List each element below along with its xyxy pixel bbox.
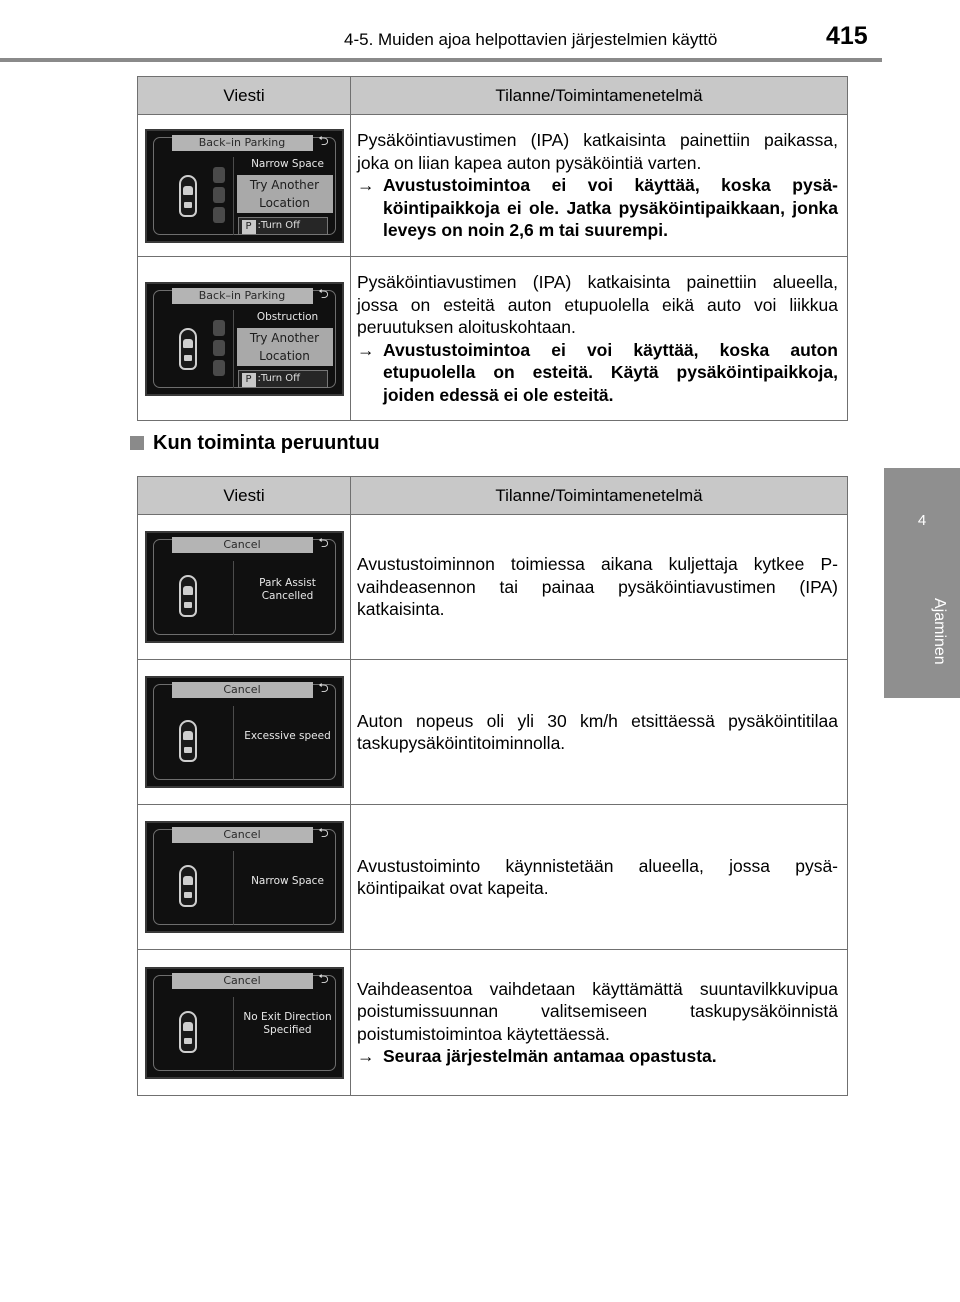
situation-cell <box>351 515 848 660</box>
return-arrow-icon: ⮌ <box>318 970 329 986</box>
column-header-situation: Tilanne/Toimintamenetelmä <box>351 77 848 115</box>
parking-slot-icon <box>213 167 225 183</box>
table-row <box>138 950 848 1096</box>
message-image-cell <box>138 515 351 660</box>
screen-message: No Exit Direction Specified <box>243 1010 332 1036</box>
message-table-2 <box>137 476 848 1096</box>
return-arrow-icon: ⮌ <box>318 285 329 301</box>
return-arrow-icon: ⮌ <box>318 535 329 550</box>
page-number: 415 <box>826 22 868 50</box>
action-instruction: → Avustustoimintoa ei voi käyttää, koska auton etupuolella on esteitä. Käytä pysäköintipaikkoja, joiden edessä ei ole esteitä. <box>357 339 838 405</box>
car-top-view-icon <box>179 1011 197 1053</box>
situation-cell <box>351 660 848 805</box>
display-screen-excessive-speed <box>145 676 344 788</box>
square-bullet-icon <box>130 436 144 450</box>
arrow-icon: → <box>357 1046 375 1066</box>
chapter-side-tab <box>884 468 960 698</box>
return-arrow-icon: ⮌ <box>318 825 329 840</box>
screen-message: Narrow Space <box>251 875 324 887</box>
table-header-row <box>138 477 848 515</box>
screen-title: Cancel <box>172 537 313 553</box>
table-header-row <box>138 77 848 115</box>
situation-cell <box>351 950 848 1096</box>
car-top-view-icon <box>179 175 197 217</box>
screen-title: Cancel <box>172 973 313 989</box>
parking-slot-icon <box>213 320 225 336</box>
header-rule <box>0 58 882 62</box>
chapter-title: 4-5. Muiden ajoa helpottavien järjestelmien käyttö <box>344 30 718 49</box>
chapter-label: Ajaminen <box>931 597 948 665</box>
arrow-icon: → <box>357 339 375 360</box>
message-image-cell <box>138 257 351 421</box>
situation-cell <box>351 805 848 950</box>
car-top-view-icon <box>179 865 197 907</box>
display-screen-narrow-space-cancel <box>145 821 344 933</box>
screen-title: Back–in Parking <box>172 288 313 304</box>
display-screen-obstruction <box>145 282 344 396</box>
parking-slot-icon <box>213 207 225 223</box>
parking-slot-icon <box>213 187 225 203</box>
parking-assist-icon: P <box>242 373 256 387</box>
situation-cell <box>351 257 848 421</box>
message-image-cell <box>138 115 351 257</box>
car-top-view-icon <box>179 328 197 370</box>
situation-text: Vaihdeasentoa vaihdetaan käyttämättä suuntavilkkuvipua poistumissuunnan valitsemiseen taskupysäköinnistä poistumistoimintoa käytettäessä. <box>357 978 838 1044</box>
situation-cell <box>351 115 848 257</box>
turn-off-label: P :Turn Off <box>238 217 328 235</box>
parking-slot-icon <box>213 340 225 356</box>
table-row <box>138 115 848 257</box>
display-screen-park-assist-cancelled <box>145 531 344 643</box>
message-image-cell <box>138 950 351 1096</box>
try-another-location-button: Try Another Location <box>237 175 333 213</box>
situation-text: Avustustoiminnon toimiessa aikana kuljettaja kytkee P-vaihdeasennon tai painaa pysäköintiavustimen (IPA) katkaisinta. <box>357 554 838 620</box>
column-header-message: Viesti <box>138 77 351 115</box>
chapter-number: 4 <box>917 512 927 529</box>
message-table-1 <box>137 76 848 421</box>
column-header-situation: Tilanne/Toimintamenetelmä <box>351 477 848 515</box>
display-screen-narrow-space <box>145 129 344 243</box>
screen-title: Back–in Parking <box>172 135 313 151</box>
table-row <box>138 660 848 805</box>
car-top-view-icon <box>179 575 197 617</box>
display-screen-no-exit-direction <box>145 967 344 1079</box>
screen-title: Cancel <box>172 682 313 698</box>
situation-text: Avustustoiminto käynnistetään alueella, jossa pysäköintipaikat ovat kapeita. <box>357 855 838 898</box>
action-instruction: → Avustustoimintoa ei voi käyttää, koska pysäköintipaikkoja ei ole. Jatka pysäköintipaikkaan, jonka leveys on noin 2,6 m tai suurempi. <box>357 175 838 241</box>
screen-message: Excessive speed <box>244 730 331 742</box>
return-arrow-icon: ⮌ <box>318 132 329 148</box>
table-row <box>138 257 848 421</box>
turn-off-label: P :Turn Off <box>238 370 328 388</box>
section-heading: Kun toiminta peruuntuu <box>130 432 380 455</box>
screen-title: Cancel <box>172 827 313 843</box>
situation-text: Pysäköintiavustimen (IPA) katkaisinta painettiin alueella, jossa on esteitä auton etupuolella eikä auto voi liikkua peruutuksen aloituskohtaan. <box>357 272 838 337</box>
table-row <box>138 805 848 950</box>
parking-assist-icon: P <box>242 220 256 234</box>
action-instruction: → Seuraa järjestelmän antamaa opastusta. <box>357 1046 717 1066</box>
screen-message: Obstruction <box>256 310 319 323</box>
arrow-icon: → <box>357 175 375 196</box>
situation-text: Auton nopeus oli yli 30 km/h etsittäessä pysäköintitilaa taskupysäköintitoiminnolla. <box>357 710 838 753</box>
message-image-cell <box>138 660 351 805</box>
try-another-location-button: Try Another Location <box>237 328 333 366</box>
return-arrow-icon: ⮌ <box>318 680 329 695</box>
screen-message: Park Assist Cancelled <box>259 577 316 602</box>
situation-text: Pysäköintiavustimen (IPA) katkaisinta painettiin paikassa, joka on liian kapea auton pysäköintiä varten. <box>357 130 838 173</box>
screen-message: Narrow Space <box>251 157 324 170</box>
table-row <box>138 515 848 660</box>
column-header-message: Viesti <box>138 477 351 515</box>
message-image-cell <box>138 805 351 950</box>
parking-slot-icon <box>213 360 225 376</box>
car-top-view-icon <box>179 720 197 762</box>
page-header <box>0 0 960 62</box>
